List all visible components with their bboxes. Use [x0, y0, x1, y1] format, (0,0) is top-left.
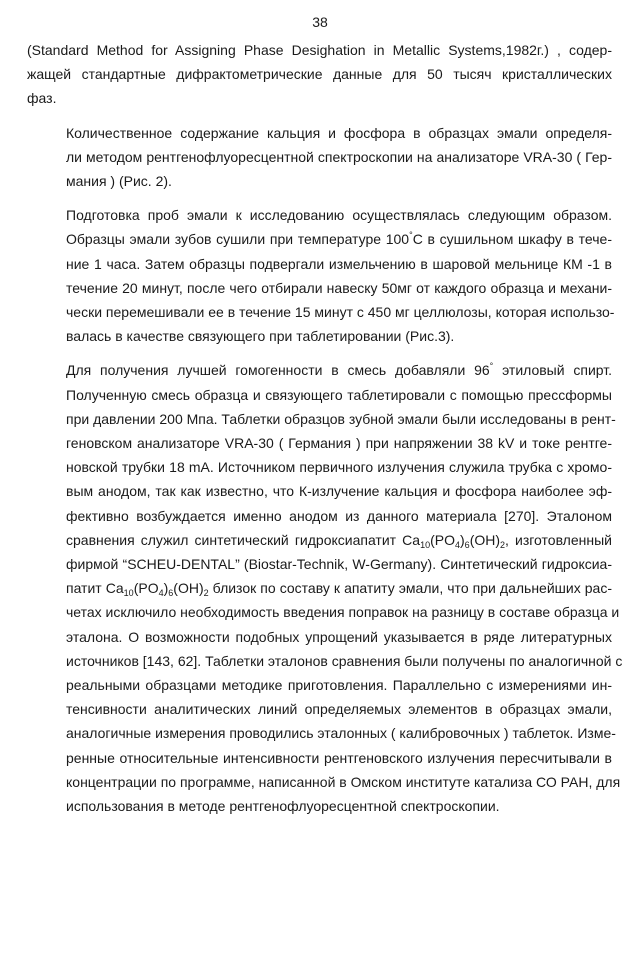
text-line: Полученную смесь образца и связующего таблетировали с помощью прессформы — [66, 386, 612, 403]
text-line: аналогичные измерения проводились эталонных ( калибровочных ) таблеток. Изме- — [66, 725, 616, 742]
text-line: Подготовка проб эмали к исследованию осуществлялась следующим образом. — [66, 207, 612, 224]
text-line: тенсивности аналитических линий определяемых элементов в образцах эмали, — [66, 701, 612, 718]
text-line: Образцы эмали зубов сушили при температуре 100°C в сушильном шкафу в тече- — [66, 230, 612, 248]
text-line: источников [143, 62]. Таблетки эталонов сравнения были получены по аналогичной с — [66, 652, 623, 669]
text-line: новской трубки 18 mA. Источником первичного излучения служила трубка с хромо- — [66, 459, 612, 476]
text-line: использования в методе рентгенофлуоресцентной спектроскопии. — [66, 798, 500, 815]
text-line: вым анодом, так как известно, что К-излучение кальция и фосфора наиболее эф- — [66, 483, 612, 500]
paragraph-reference-continuation — [27, 38, 612, 111]
page-number: 38 — [312, 14, 328, 30]
text-line: ренные относительные интенсивности рентгеновского излучения пересчитывали в — [66, 749, 612, 766]
body-text — [27, 38, 623, 818]
text-line: эталона. О возможности подобных упрощений указывается в ряде литературных — [66, 628, 612, 645]
text-line: фективно возбуждается именно анодом из данного материала [270]. Эталоном — [66, 507, 612, 524]
text-line: Количественное содержание кальция и фосфора в образцах эмали определя- — [66, 124, 612, 141]
text-line: концентрации по программе, написанной в Омском институте катализа СО РАН, для — [66, 773, 621, 790]
text-line: жащей стандартные дифрактометрические данные для 50 тысяч кристаллических — [27, 66, 612, 83]
paragraph-calcium-phosphorus-method — [27, 121, 612, 194]
text-line: четах исключило необходимость введения поправок на разницу в составе образца и — [66, 604, 620, 621]
text-line: фирмой “SCHEU-DENTAL” (Biostar-Technik, W-Germany). Синтетический гидроксиа- — [66, 556, 612, 573]
text-line: фаз. — [27, 90, 57, 107]
paragraph-measurement-procedure — [27, 358, 623, 818]
text-line: при давлении 200 Мпа. Таблетки образцов зубной эмали были исследованы в рент- — [66, 410, 616, 427]
text-line: ли методом рентгенофлуоресцентной спектроскопии на анализаторе VRA-30 ( Гер- — [66, 148, 612, 165]
paragraph-sample-preparation — [27, 203, 615, 348]
text-line: геновском анализаторе VRA-30 ( Германия ) при напряжении 38 kV и токе рентге- — [66, 435, 612, 452]
text-line: патит $Ca_{10}(PO_4)_6(OH)_2$ близок по составу к апатиту эмали, что при дальнейших рас- — [66, 580, 613, 599]
text-line: чески перемешивали ее в течение 15 минут с 450 мг целлюлозы, которая использо- — [66, 304, 615, 321]
text-line: течение 20 минут, после чего отбирали навеску 50мг от каждого образца и механи- — [66, 279, 612, 296]
text-line: мания ) (Рис. 2). — [66, 173, 172, 190]
text-line: валась в качестве связующего при таблетировании (Рис.3). — [66, 328, 455, 345]
text-line: (Standard Method for Assigning Phase Desighation in Metallic Systems,1982г.) , содер- — [27, 42, 612, 58]
text-line: сравнения служил синтетический гидроксиапатит $Ca_{10}(PO_4)_6(OH)_2$, изготовленный — [66, 531, 612, 550]
text-line: реальными образцами методике приготовления. Параллельно с измерениями ин- — [66, 677, 612, 694]
text-line: ние 1 часа. Затем образцы подвергали измельчению в шаровой мельнице КМ -1 в — [66, 255, 612, 272]
text-line: Для получения лучшей гомогенности в смесь добавляли 96° этиловый спирт. — [66, 361, 612, 379]
